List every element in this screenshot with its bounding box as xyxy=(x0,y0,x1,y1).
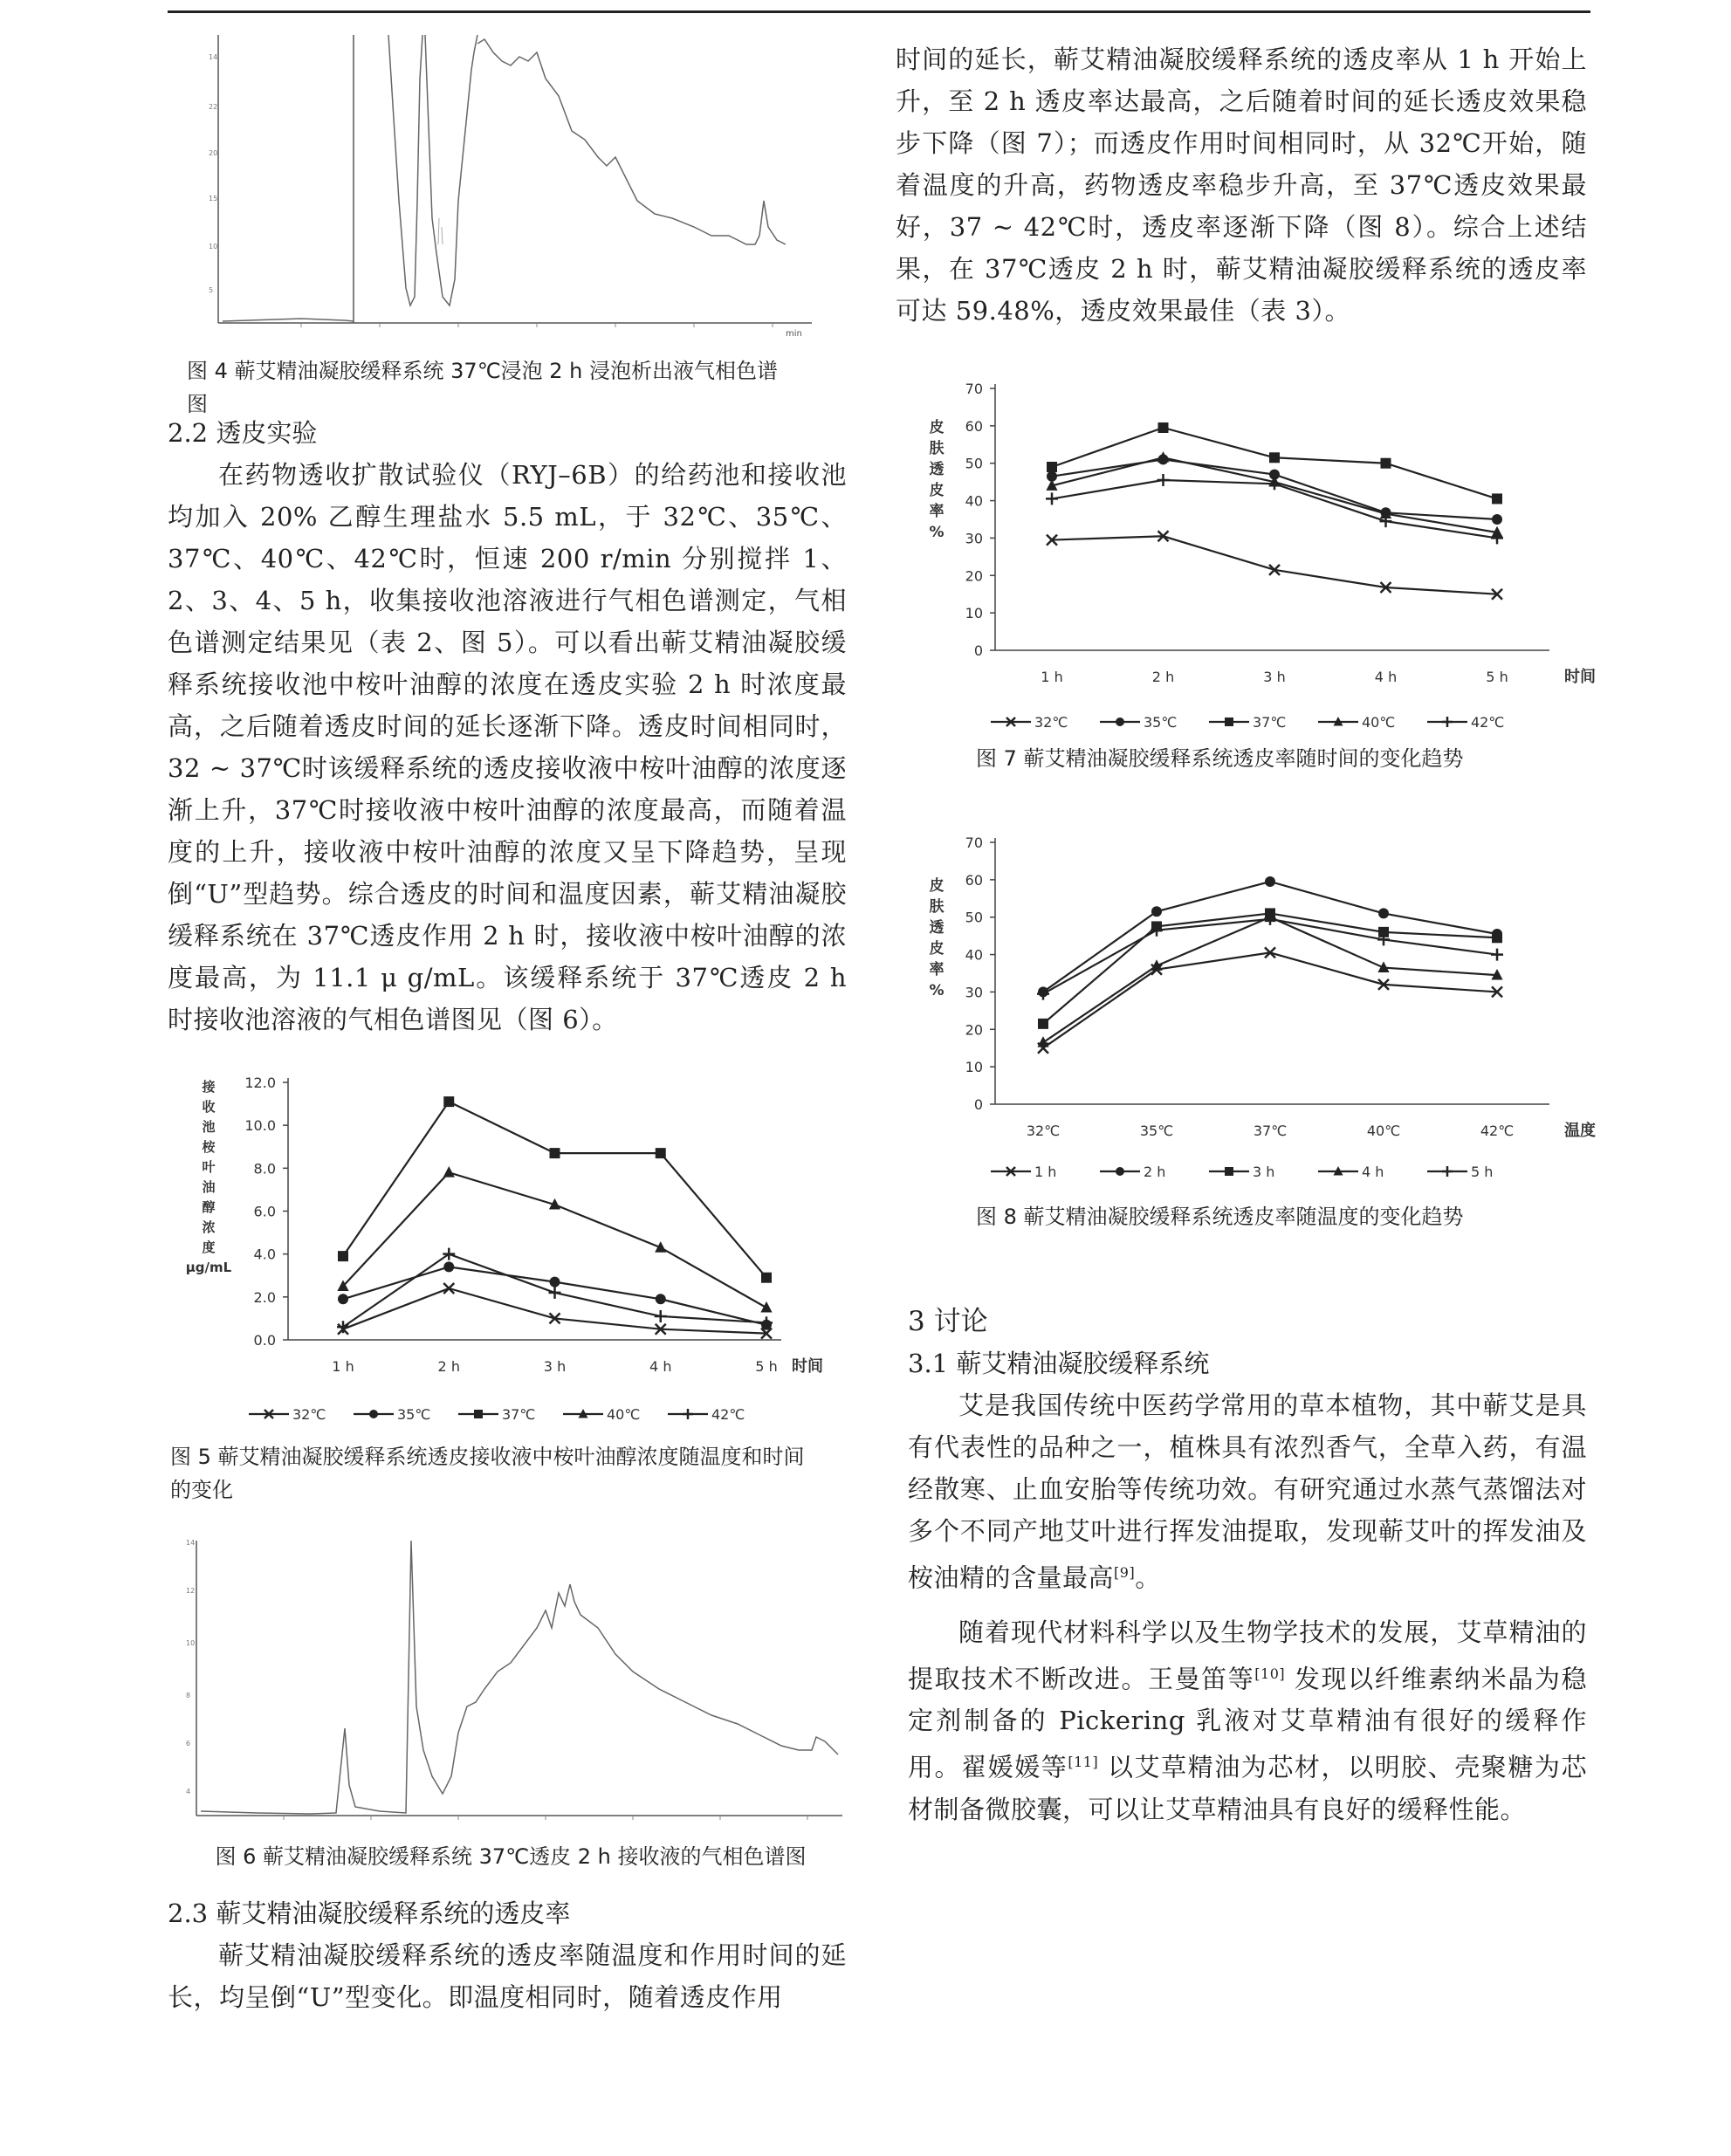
fig8-data-point xyxy=(1492,932,1502,943)
fig8-data-point xyxy=(1491,949,1503,961)
fig4-caption: 图 4 蕲艾精油凝胶缓释系统 37℃浸泡 2 h 浸泡析出液气相色谱图 xyxy=(187,359,779,416)
fig4-xunit: min xyxy=(786,329,802,339)
fig7-data-point xyxy=(1492,514,1502,525)
fig8-data-point xyxy=(1265,876,1275,887)
fig7-legend-label: 42℃ xyxy=(1471,714,1505,731)
p2-text-a: 随着现代材料科学以及生物学技术的发展，艾草精油的提取技术不断改进。王曼笛等 xyxy=(908,1617,1587,1694)
citation-10: [10] xyxy=(1254,1665,1286,1682)
fig5-ylabel-char: 池 xyxy=(202,1119,216,1135)
svg-text:5: 5 xyxy=(209,286,214,294)
fig7-ylabel-char: 皮 xyxy=(929,482,944,499)
fig8-ylabel-char: % xyxy=(929,982,944,999)
fig5-ylabel-char: 浓 xyxy=(202,1219,216,1235)
fig5-data-point xyxy=(550,1148,560,1158)
p1-end: 。 xyxy=(1135,1562,1161,1593)
fig5-series xyxy=(338,1096,772,1283)
fig8-data-point xyxy=(1037,1036,1048,1047)
fig7-legend-label: 40℃ xyxy=(1362,714,1396,731)
fig7-xtick-label: 4 h xyxy=(1374,669,1398,685)
section-2-3-heading: 2.3 蕲艾精油凝胶缓释系统的透皮率 xyxy=(168,1899,571,1928)
fig8-data-point xyxy=(1378,908,1389,918)
fig7-series-line xyxy=(1052,457,1497,532)
citation-11: [11] xyxy=(1068,1754,1099,1771)
fig8-series xyxy=(1038,947,1502,1053)
fig5-ytick-label: 2.0 xyxy=(253,1288,276,1306)
right-continuation xyxy=(896,38,1587,332)
fig8-legend-label: 2 h xyxy=(1144,1164,1166,1180)
svg-text:12: 12 xyxy=(186,1587,196,1595)
section-2-2-heading: 2.2 透皮实验 xyxy=(168,418,318,448)
fig5-legend-label: 32℃ xyxy=(292,1406,326,1423)
fig8-ylabel-char: 肤 xyxy=(929,898,944,916)
section-3-1-paragraph-1 xyxy=(908,1384,1587,1599)
fig8-series xyxy=(1037,911,1502,1047)
fig7-legend-marker xyxy=(1116,718,1124,726)
fig5-ytick-label: 0.0 xyxy=(253,1332,276,1349)
fig5-caption-line1: 图 5 蕲艾精油凝胶缓释系统透皮接收液中桉叶油醇浓度随温度和时间 xyxy=(170,1445,805,1469)
fig8-ytick-label: 40 xyxy=(965,946,983,964)
fig5-xtick-label: 3 h xyxy=(543,1358,567,1375)
fig8-ylabel-char: 皮 xyxy=(929,877,944,895)
fig7-ylabel-char: 肤 xyxy=(929,440,944,457)
fig8-ytick-label: 50 xyxy=(965,909,983,926)
fig5-legend-marker xyxy=(474,1410,483,1418)
fig7-legend-marker xyxy=(1225,718,1233,726)
svg-text:14: 14 xyxy=(209,53,218,61)
fig8-legend-marker xyxy=(1116,1167,1124,1176)
fig5-ylabel-char: 桉 xyxy=(202,1139,216,1155)
fig8-ytick-label: 60 xyxy=(965,871,983,889)
fig7-xtick-label: 3 h xyxy=(1263,669,1286,685)
svg-text:20: 20 xyxy=(209,149,218,157)
fig5-ylabel-char: 叶 xyxy=(202,1159,216,1175)
header-rule xyxy=(168,10,1590,13)
fig5-xtick-label: 2 h xyxy=(437,1358,460,1375)
fig7-ylabel-char: 率 xyxy=(929,503,944,520)
fig5-data-point xyxy=(655,1310,667,1322)
fig8-xtick-label: 32℃ xyxy=(1026,1123,1061,1139)
fig8-ytick-label: 70 xyxy=(965,834,983,851)
fig7-caption: 图 7 蕲艾精油凝胶缓释系统透皮率随时间的变化趋势 xyxy=(976,746,1464,771)
fig5-data-point xyxy=(338,1294,348,1304)
fig7-data-point xyxy=(1047,462,1057,472)
svg-text:4: 4 xyxy=(186,1788,191,1796)
fig6-chromatogram xyxy=(170,1532,851,1829)
fig5-ylabel-char: 醇 xyxy=(202,1199,216,1215)
section-3 xyxy=(908,1301,1587,1830)
fig7-legend-label: 32℃ xyxy=(1034,714,1068,731)
fig5-data-point xyxy=(443,1096,454,1107)
section-2-3 xyxy=(168,1892,847,2018)
fig8-ylabel-char: 皮 xyxy=(929,940,944,958)
fig8-ytick-label: 30 xyxy=(965,984,983,1001)
fig7-xtick-label: 1 h xyxy=(1041,669,1063,685)
fig7-ytick-label: 50 xyxy=(965,455,983,472)
fig5-ylabel-char: 度 xyxy=(202,1239,216,1255)
fig7-xtick-label: 5 h xyxy=(1486,669,1508,685)
fig8-legend-marker xyxy=(1442,1166,1453,1177)
fig8-legend-label: 5 h xyxy=(1471,1164,1494,1180)
fig8-series-line xyxy=(1043,882,1497,992)
fig5-series-line xyxy=(343,1102,766,1278)
fig7-data-point xyxy=(1046,492,1058,505)
fig5-data-point xyxy=(338,1251,348,1261)
fig8-legend-label: 4 h xyxy=(1362,1164,1384,1180)
fig7-xlabel: 时间 xyxy=(1564,668,1596,686)
fig8-ylabel-char: 率 xyxy=(929,961,944,978)
fig8-series-line xyxy=(1043,952,1497,1047)
fig7-ytick-label: 30 xyxy=(965,530,983,547)
svg-text:15: 15 xyxy=(209,195,218,203)
fig7-data-point xyxy=(1269,452,1280,463)
fig5-ylabel-char: 收 xyxy=(202,1099,216,1115)
fig5-ylabel-char: μg/mL xyxy=(185,1260,232,1275)
fig7-legend-label: 37℃ xyxy=(1253,714,1287,731)
fig5-caption-line2: 的变化 xyxy=(170,1478,233,1502)
fig5-series xyxy=(337,1248,773,1334)
fig7-data-point xyxy=(1158,422,1169,433)
p1-text: 艾是我国传统中医药学常用的草本植物，其中蕲艾是具有代表性的品种之一，植株具有浓烈香气，全草入药，有温经散寒、止血安胎等传统功效。有研究通过水蒸气蒸馏法对多个不同产地艾叶进行挥发油提取，发现蕲艾叶的挥发油及桉油精的含量最高 xyxy=(908,1390,1587,1593)
section-3-1-paragraph-2 xyxy=(908,1611,1587,1830)
fig5-ylabel xyxy=(186,1079,232,1275)
fig5-legend-label: 40℃ xyxy=(607,1406,641,1423)
fig5-data-point xyxy=(443,1283,454,1294)
fig7-legend-marker xyxy=(1442,717,1453,727)
fig5-data-point xyxy=(443,1261,454,1272)
fig7-series-line xyxy=(1052,536,1497,594)
fig5-data-point xyxy=(760,1301,772,1313)
citation-9: [9] xyxy=(1114,1564,1136,1581)
section-3-1-heading: 3.1 蕲艾精油凝胶缓释系统 xyxy=(908,1349,1210,1378)
fig8-xtick-label: 42℃ xyxy=(1480,1123,1515,1139)
fig7-data-point xyxy=(1381,458,1391,469)
fig7-series xyxy=(1046,451,1502,537)
fig8-caption: 图 8 蕲艾精油凝胶缓释系统透皮率随温度的变化趋势 xyxy=(976,1205,1464,1229)
fig5-legend-label: 37℃ xyxy=(502,1406,536,1423)
fig7-ytick-label: 20 xyxy=(965,567,983,585)
svg-text:14: 14 xyxy=(186,1539,196,1547)
fig5-ytick-label: 10.0 xyxy=(244,1117,276,1135)
fig8-ylabel-char: 透 xyxy=(929,919,944,937)
section-2-3-paragraph-cont: 时间的延长，蕲艾精油凝胶缓释系统的透皮率从 1 h 开始上升，至 2 h 透皮率达最高，之后随着时间的延长透皮效果稳步下降（图 7）；而透皮作用时间相同时，从 32℃开始，随着温度的升高，药物透皮率稳步升高，至 37℃透皮效果最好，37 ~ 42℃时，透皮率逐渐下降（图 8）。综合上述结果，在 37℃透皮 2 h 时，蕲艾精油凝胶缓释系统的透皮率可达 59.48%，透皮效果最佳（表 3）。 xyxy=(896,45,1587,326)
fig5-ytick-label: 8.0 xyxy=(253,1160,276,1178)
fig5-legend-label: 42℃ xyxy=(711,1406,745,1423)
fig8-ytick-label: 10 xyxy=(965,1059,983,1076)
fig7-ytick-label: 10 xyxy=(965,605,983,622)
section-2-2-paragraph: 在药物透收扩散试验仪（RYJ–6B）的给药池和接收池均加入 20% 乙醇生理盐水 5.5 mL，于 32℃、35℃、37℃、40℃、42℃时，恒速 200 r/min 分别搅拌 1、2、3、4、5 h，收集接收池溶液进行气相色谱测定，气相色谱测定结果见（表 2、图 5）。可以看出蕲艾精油凝胶缓释系统接收池中桉叶油醇的浓度在透皮实验 2 h 时浓度最高，之后随着透皮时间的延长逐渐下降。透皮时间相同时，32 ~ 37℃时该缓释系统的透皮接收液中桉叶油醇的浓度逐渐上升，37℃时接收液中桉叶油醇的浓度最高，而随着温度的上升，接收液中桉叶油醇的浓度又呈下降趋势，呈现倒“U”型趋势。综合透皮的时间和温度因素，蕲艾精油凝胶缓释系统在 37℃透皮作用 2 h 时，接收液中桉叶油醇的浓度最高，为 11.1 μ g/mL。该缓释系统于 37℃透皮 2 h 时接收池溶液的气相色谱图见（图 6）。 xyxy=(168,460,847,1034)
fig8-series xyxy=(1038,876,1502,997)
fig5-legend-label: 35℃ xyxy=(397,1406,431,1423)
fig5-legend-marker xyxy=(683,1409,693,1419)
fig8-data-point xyxy=(1038,1019,1048,1029)
svg-text:6: 6 xyxy=(186,1740,191,1747)
section-2-3-paragraph: 蕲艾精油凝胶缓释系统的透皮率随温度和作用时间的延长，均呈倒“U”型变化。即温度相同时，随着透皮作用 xyxy=(168,1940,847,2012)
fig5-data-point xyxy=(550,1277,560,1287)
fig8-legend-label: 3 h xyxy=(1253,1164,1275,1180)
fig8-xtick-label: 37℃ xyxy=(1253,1123,1288,1139)
svg-text:22: 22 xyxy=(209,103,218,111)
fig5-ylabel-char: 油 xyxy=(202,1179,216,1195)
fig6-caption: 图 6 蕲艾精油凝胶缓释系统 37℃透皮 2 h 接收液的气相色谱图 xyxy=(215,1844,807,1869)
fig8-series-line xyxy=(1043,917,1497,1043)
fig5-data-point xyxy=(337,1321,349,1333)
fig7-data-point xyxy=(1491,532,1503,544)
fig5-xtick-label: 4 h xyxy=(649,1358,672,1375)
fig7-legend-label: 35℃ xyxy=(1144,714,1178,731)
fig5-data-point xyxy=(761,1273,772,1283)
p2-text-b: 发现以纤维素纳米晶为稳定剂制备的 Pickering 乳液对艾草精油有很好的缓释作用。翟媛媛等 xyxy=(908,1664,1587,1782)
fig5-xlabel: 时间 xyxy=(792,1357,823,1376)
fig7-data-point xyxy=(1492,493,1502,504)
fig5-chart xyxy=(170,1069,847,1427)
fig8-xlabel: 温度 xyxy=(1564,1122,1596,1140)
fig7-ylabel-char: % xyxy=(929,524,944,541)
fig7-xtick-label: 2 h xyxy=(1151,669,1175,685)
section-2-2 xyxy=(168,412,847,1040)
fig4-chromatogram xyxy=(170,26,816,345)
fig7-ylabel-char: 透 xyxy=(929,461,944,478)
fig5-ytick-label: 4.0 xyxy=(253,1246,276,1263)
fig7-ylabel xyxy=(929,418,944,541)
fig8-ytick-label: 20 xyxy=(965,1021,983,1039)
fig7-ylabel-char: 皮 xyxy=(929,419,944,436)
fig5-legend-marker xyxy=(369,1410,378,1418)
fig7-series xyxy=(1046,474,1503,544)
fig8-ytick-label: 0 xyxy=(973,1096,983,1113)
svg-text:10: 10 xyxy=(186,1639,196,1647)
fig8-legend-marker xyxy=(1225,1167,1233,1176)
fig5-ytick-label: 6.0 xyxy=(253,1203,276,1220)
fig7-ytick-label: 40 xyxy=(965,492,983,510)
fig5-data-point xyxy=(549,1287,561,1299)
fig7-ytick-label: 60 xyxy=(965,417,983,435)
fig5-xtick-label: 1 h xyxy=(332,1358,354,1375)
section-3-heading: 3 讨论 xyxy=(908,1306,988,1337)
fig5-ytick-label: 12.0 xyxy=(244,1075,276,1091)
fig8-series xyxy=(1038,908,1502,1028)
fig5-xtick-label: 5 h xyxy=(755,1358,778,1375)
fig7-chart xyxy=(908,371,1596,738)
fig5-data-point xyxy=(656,1148,666,1158)
fig5-ylabel-char: 接 xyxy=(202,1079,216,1095)
fig7-series xyxy=(1047,531,1502,599)
svg-text:10: 10 xyxy=(209,243,218,251)
fig8-legend-label: 1 h xyxy=(1034,1164,1057,1180)
fig8-xtick-label: 40℃ xyxy=(1366,1123,1401,1139)
fig7-series xyxy=(1047,422,1502,504)
fig7-ytick-label: 70 xyxy=(965,381,983,397)
fig5-data-point xyxy=(656,1294,666,1304)
fig8-data-point xyxy=(1151,906,1162,917)
fig7-data-point xyxy=(1157,474,1170,486)
fig5-data-point xyxy=(443,1166,455,1178)
fig7-ytick-label: 0 xyxy=(973,642,983,659)
fig8-series-line xyxy=(1043,913,1497,1023)
svg-text:8: 8 xyxy=(186,1692,191,1699)
fig8-xtick-label: 35℃ xyxy=(1139,1123,1174,1139)
fig5-data-point xyxy=(443,1248,455,1260)
fig8-chart xyxy=(908,821,1596,1187)
fig7-data-point xyxy=(1268,477,1281,490)
fig8-ylabel xyxy=(929,876,944,999)
fig5-caption xyxy=(170,1440,851,1507)
p2-text-c: 以艾草精油为芯材，以明胶、壳聚糖为芯材制备微胶囊，可以让艾草精油具有良好的缓释性能。 xyxy=(908,1752,1587,1824)
fig8-series-line xyxy=(1043,919,1497,994)
